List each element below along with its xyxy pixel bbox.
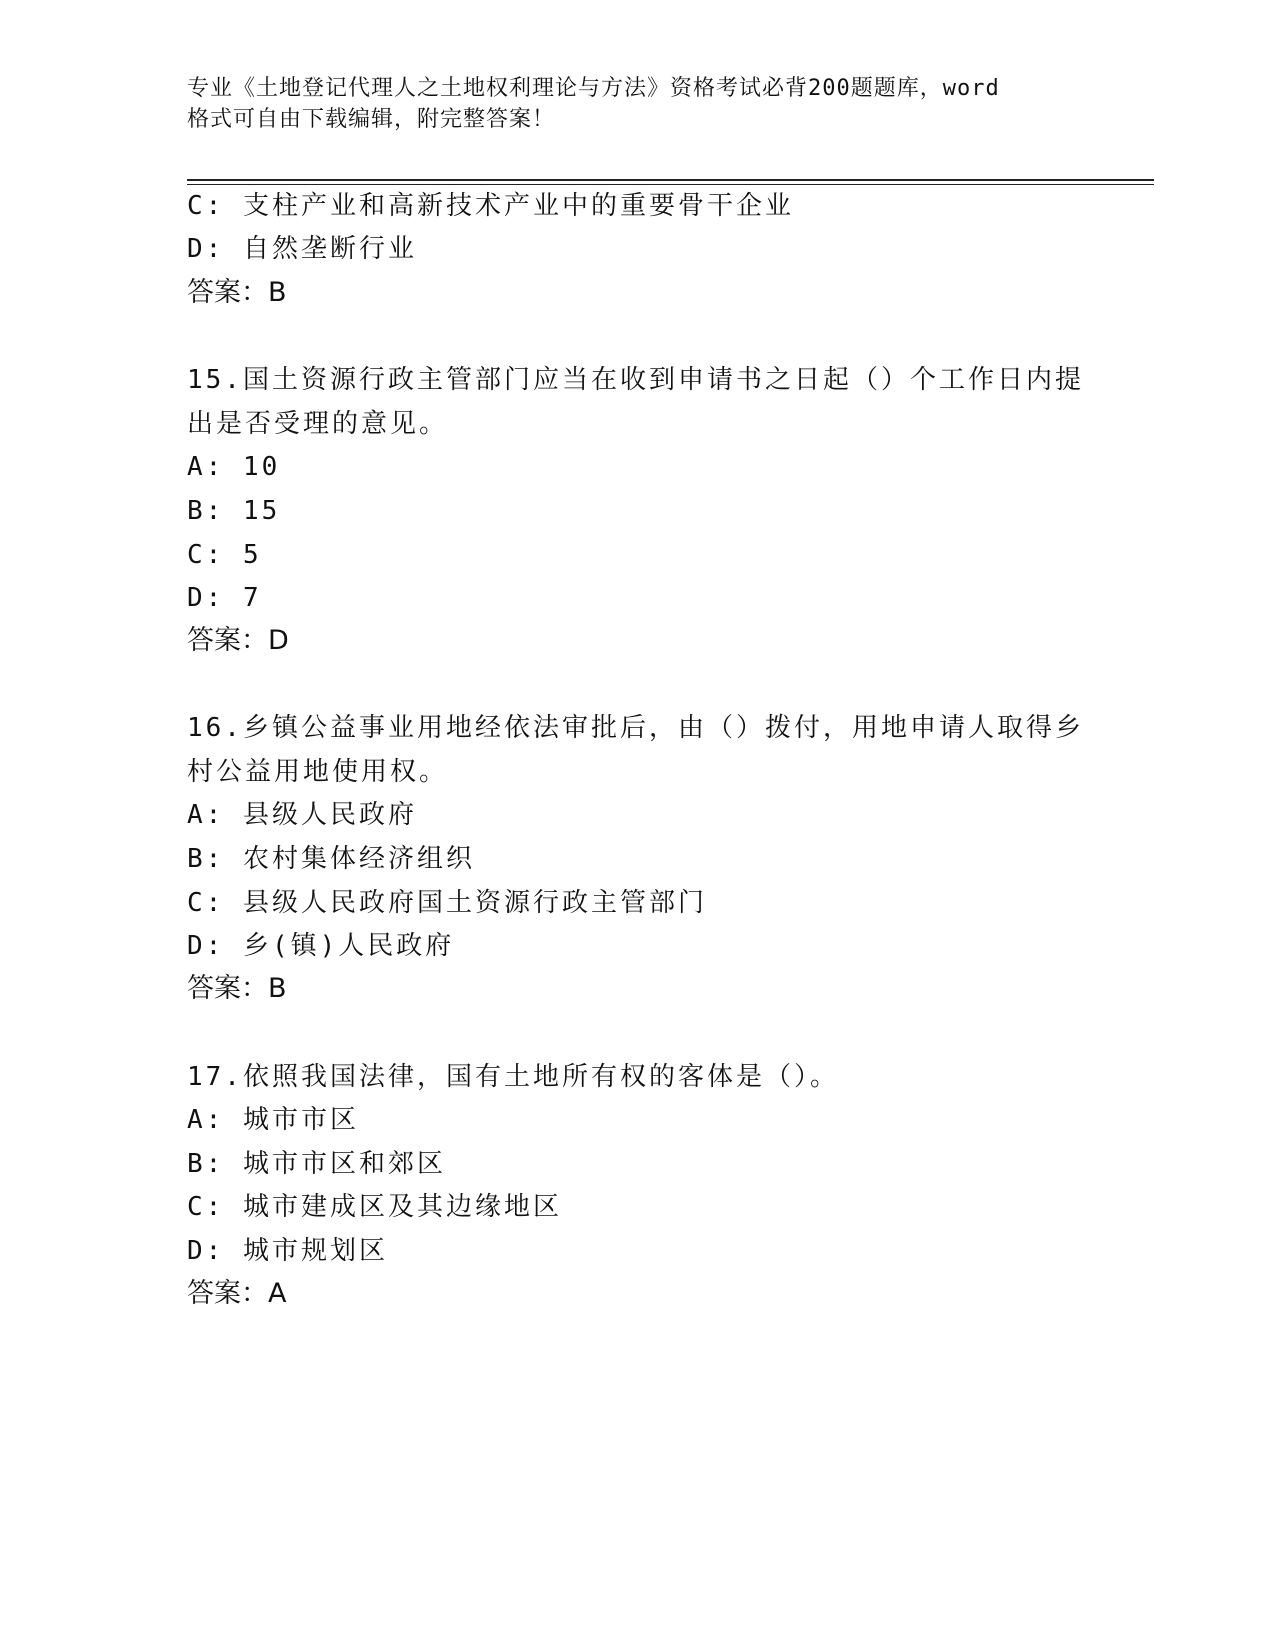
q14-option-c: C: 支柱产业和高新技术产业中的重要骨干企业 <box>187 191 794 221</box>
q17-option-d: D: 城市规划区 <box>187 1236 388 1266</box>
q15-option-b: B: 15 <box>187 496 281 526</box>
q17-option-c: C: 城市建成区及其边缘地区 <box>187 1192 562 1222</box>
q15-option-d: D: 7 <box>187 583 262 613</box>
q16-option-a: A: 县级人民政府 <box>187 800 417 830</box>
q16-option-d: D: 乡(镇)人民政府 <box>187 931 455 961</box>
q17-stem-line-1: 17.依照我国法律，国有土地所有权的客体是（）。 <box>187 1062 839 1092</box>
q14-answer: 答案：B <box>187 277 287 308</box>
q15-option-c: C: 5 <box>187 540 262 570</box>
header-divider-thin <box>187 184 1154 185</box>
q16-option-b: B: 农村集体经济组织 <box>187 844 475 874</box>
q15-option-a: A: 10 <box>187 452 281 482</box>
q14-option-d: D: 自然垄断行业 <box>187 234 417 264</box>
header-divider-thick <box>187 179 1154 181</box>
header-title-line-1: 专业《土地登记代理人之土地权利理论与方法》资格考试必背200题题库，word <box>187 76 1000 101</box>
q16-stem-line-1: 16.乡镇公益事业用地经依法审批后，由（）拨付，用地申请人取得乡 <box>187 713 1084 743</box>
q15-stem-line-2: 出是否受理的意见。 <box>187 409 449 439</box>
q16-answer: 答案：B <box>187 973 287 1004</box>
header-title-line-2: 格式可自由下载编辑，附完整答案！ <box>187 107 556 132</box>
q17-option-b: B: 城市市区和郊区 <box>187 1149 446 1179</box>
q15-answer: 答案：D <box>187 625 289 656</box>
q16-stem-line-2: 村公益用地使用权。 <box>187 757 449 787</box>
q16-option-c: C: 县级人民政府国土资源行政主管部门 <box>187 888 707 918</box>
document-header <box>187 73 1067 135</box>
q17-option-a: A: 城市市区 <box>187 1105 359 1135</box>
q15-stem-line-1: 15.国土资源行政主管部门应当在收到申请书之日起（）个工作日内提 <box>187 365 1084 395</box>
q17-answer: 答案：A <box>187 1278 287 1309</box>
